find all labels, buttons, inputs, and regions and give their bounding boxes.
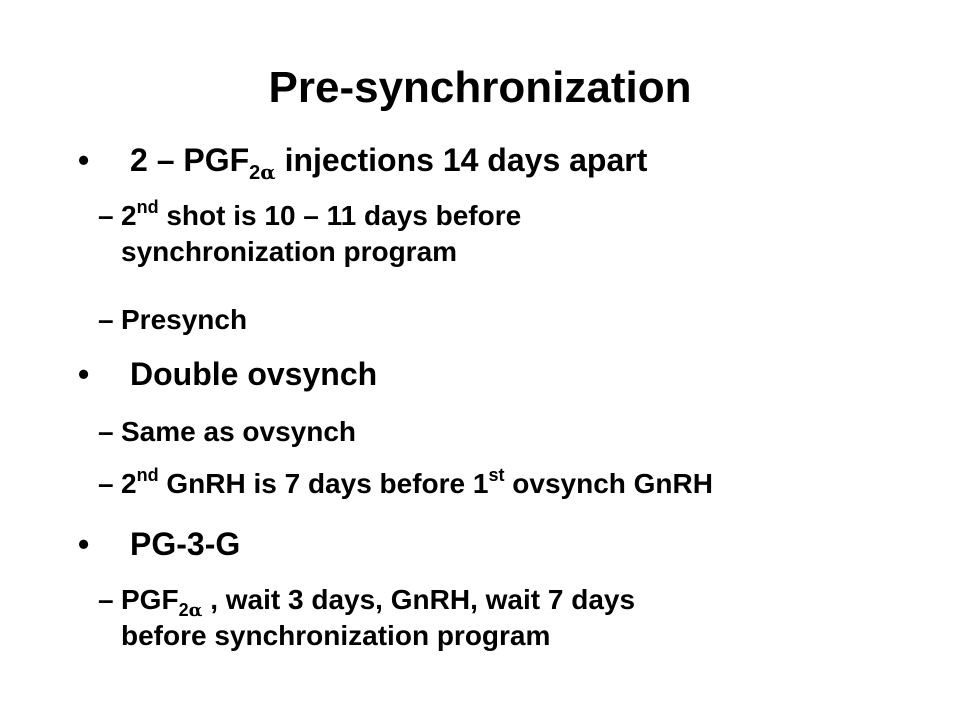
ordinal-number: 2 <box>121 200 137 231</box>
bullet-text <box>130 140 648 184</box>
bullet-text: Double ovsynch <box>130 356 378 392</box>
subitem-text-end: ovsynch GnRH <box>504 468 713 499</box>
bullet-icon: • <box>78 356 90 392</box>
subitem-text-line1: , wait 3 days, GnRH, wait 7 days <box>202 584 636 615</box>
ordinal-suffix: nd <box>136 197 159 217</box>
subitem-text-mid: GnRH is 7 days before 1 <box>158 468 489 499</box>
subitem-text: Same as ovsynch <box>121 416 357 447</box>
slide-title: Pre-synchronization <box>268 63 692 112</box>
subscript-alpha: α <box>188 600 203 621</box>
bullet-text-pre: 2 – PGF <box>130 142 250 178</box>
subitem-text <box>121 466 921 502</box>
subscript-number: 2 <box>249 162 261 184</box>
dash-icon: – <box>98 304 114 335</box>
bullet-icon: • <box>78 142 90 178</box>
ordinal-suffix: st <box>488 465 505 485</box>
subscript-alpha: α <box>260 160 276 184</box>
dash-icon: – <box>98 468 114 499</box>
subitem-text-line1: shot is 10 – 11 days before <box>158 200 522 231</box>
subitem-text <box>121 582 921 654</box>
bullet-text-post: injections 14 days apart <box>275 142 648 178</box>
subscript <box>249 162 276 184</box>
ordinal-suffix: nd <box>136 465 159 485</box>
dash-icon: – <box>98 584 114 615</box>
subitem-text: Presynch <box>121 304 248 335</box>
subitem-text-line2: before synchronization program <box>121 620 551 651</box>
bullet-icon: • <box>78 526 90 562</box>
ordinal-number: 2 <box>121 468 137 499</box>
dash-icon: – <box>98 200 114 231</box>
subscript <box>179 600 203 620</box>
subitem-text <box>121 198 921 270</box>
bullet-text: PG-3-G <box>130 526 241 562</box>
subscript-number: 2 <box>178 600 189 620</box>
dash-icon: – <box>98 416 114 447</box>
subitem-text-line2: synchronization program <box>121 236 458 267</box>
subitem-text-pre: PGF <box>121 584 179 615</box>
